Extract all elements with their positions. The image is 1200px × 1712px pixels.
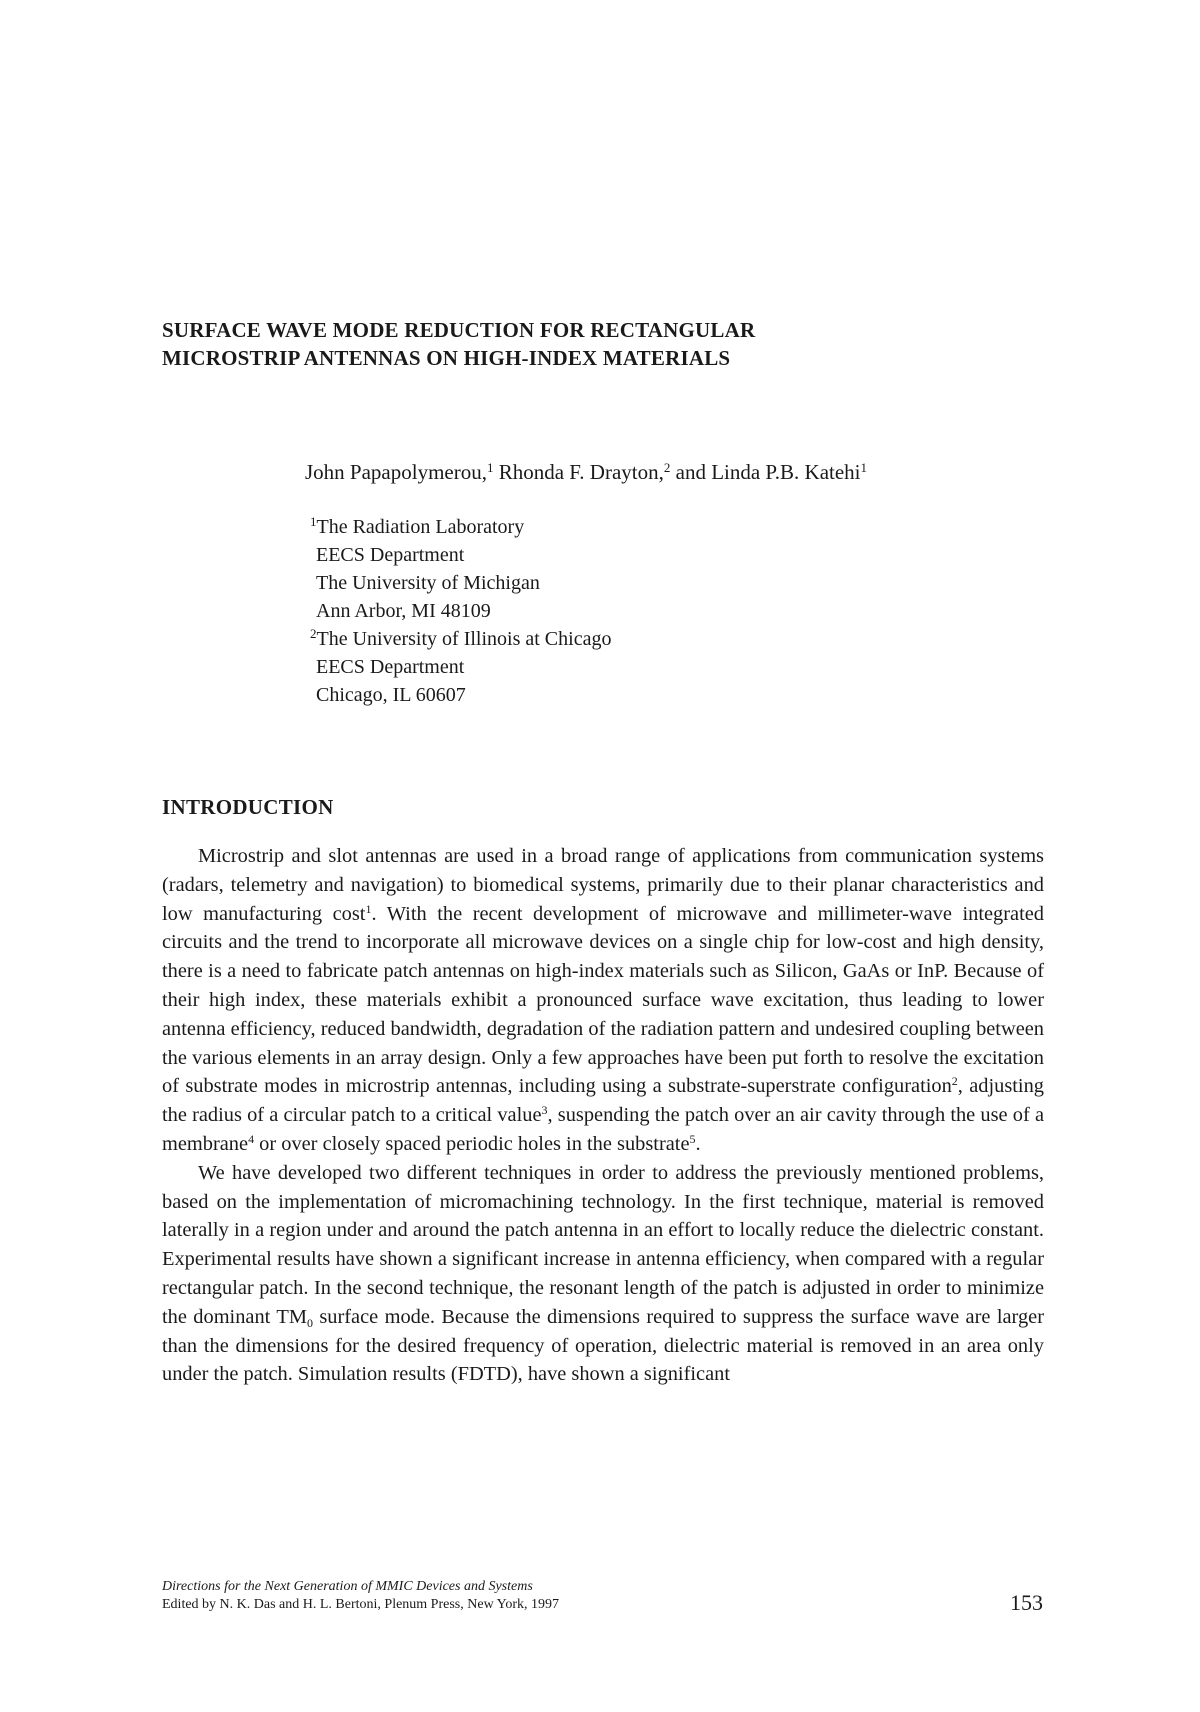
paragraph-1-text-4: , suspending the patch over an air cavity through the use of a membrane [162, 1104, 1044, 1155]
paragraph-1-text-5: or over closely spaced periodic holes in the substrate [254, 1132, 690, 1155]
author-3: and Linda P.B. Katehi [670, 460, 861, 484]
affiliation-1-name: The Radiation Laboratory [316, 516, 525, 538]
paragraph-1-text-3: , adjusting the radius of a circular patch to a critical value [162, 1075, 1044, 1127]
affiliation-2-mark: 2 [310, 626, 317, 641]
paper-title [162, 316, 1062, 372]
affiliation-2-line-2: EECS Department [316, 656, 465, 678]
affiliation-1-line-1 [310, 513, 611, 541]
author-1-affiliation-mark: 1 [486, 460, 494, 475]
reference-1-mark: 1 [365, 901, 372, 916]
affiliation-1-line-2: EECS Department [316, 544, 465, 566]
affiliation-1-line-3: The University of Michigan [316, 572, 540, 594]
author-2-affiliation-mark: 2 [663, 460, 671, 475]
paragraph-2 [162, 1159, 1044, 1389]
affiliations [310, 513, 611, 709]
author-3-affiliation-mark: 1 [860, 460, 868, 475]
paragraph-1-text-6: . [695, 1132, 701, 1155]
book-series-title: Directions for the Next Generation of MMIC Devices and Systems [162, 1579, 533, 1594]
reference-3-mark: 3 [541, 1103, 548, 1118]
editors-publisher-line: Edited by N. K. Das and H. L. Bertoni, Plenum Press, New York, 1997 [162, 1597, 560, 1612]
paragraph-1 [162, 842, 1044, 1159]
author-1: John Papapolymerou, [305, 460, 487, 484]
paragraph-1-text-2: . With the recent development of microwave and millimeter-wave integrated circuits and the trend to incorporate all microwave devices on a single chip for low-cost and high density, there is a need to fabricate patch antennas on high-index materials such as Silicon, GaAs or InP. Because of their high index, these materials exhibit a pronounced surface wave excitation, thus leading to lower antenna efficiency, reduced bandwidth, degradation of the radiation pattern and undesired coupling between the various elements in an array design. Only a few approaches have been put forth to resolve the excitation of substrate modes in microstrip antennas, including using a substrate-superstrate configuration [162, 902, 1044, 1098]
title-line-2: MICROSTRIP ANTENNAS ON HIGH-INDEX MATERIALS [162, 346, 731, 370]
author-2: Rhonda F. Drayton, [493, 460, 664, 484]
affiliation-1-mark: 1 [310, 514, 317, 529]
affiliation-2-name: The University of Illinois at Chicago [316, 628, 612, 650]
paragraph-2-text-1: We have developed two different techniques in order to address the previously mentioned problems, based on the implementation of micromachining technology. In the first technique, material is removed laterally in a region under and around the patch antenna in an effort to locally reduce the dielectric constant. Experimental results have shown a significant increase in antenna efficiency, when compared with a regular rectangular patch. In the second technique, the resonant length of the patch is adjusted in order to minimize the dominant TM [162, 1161, 1044, 1328]
tm-mode-subscript: 0 [306, 1315, 313, 1330]
author-list [305, 460, 867, 485]
affiliation-1-line-4: Ann Arbor, MI 48109 [316, 600, 491, 622]
title-line-1: SURFACE WAVE MODE REDUCTION FOR RECTANGULAR [162, 318, 756, 342]
paragraph-2-text-2: surface mode. Because the dimensions required to suppress the surface wave are larger than the dimensions for the desired frequency of operation, dielectric material is removed in an area only under the patch. Simulation results (FDTD), have shown a significant [162, 1305, 1044, 1386]
page-footer [162, 1578, 1042, 1614]
affiliation-2-line-3: Chicago, IL 60607 [316, 684, 466, 706]
reference-4-mark: 4 [248, 1131, 255, 1146]
paragraph-1-text-1: Microstrip and slot antennas are used in a broad range of applications from communication systems (radars, telemetry and navigation) to biomedical systems, primarily due to their planar characteristics and low manufacturing cost [162, 845, 1044, 925]
affiliation-2-line-1 [310, 625, 611, 653]
body-text [162, 842, 1044, 1389]
page-number: 153 [1010, 1590, 1043, 1615]
section-heading-introduction: INTRODUCTION [162, 795, 334, 819]
reference-2-mark: 2 [951, 1074, 958, 1089]
reference-5-mark: 5 [689, 1131, 696, 1146]
